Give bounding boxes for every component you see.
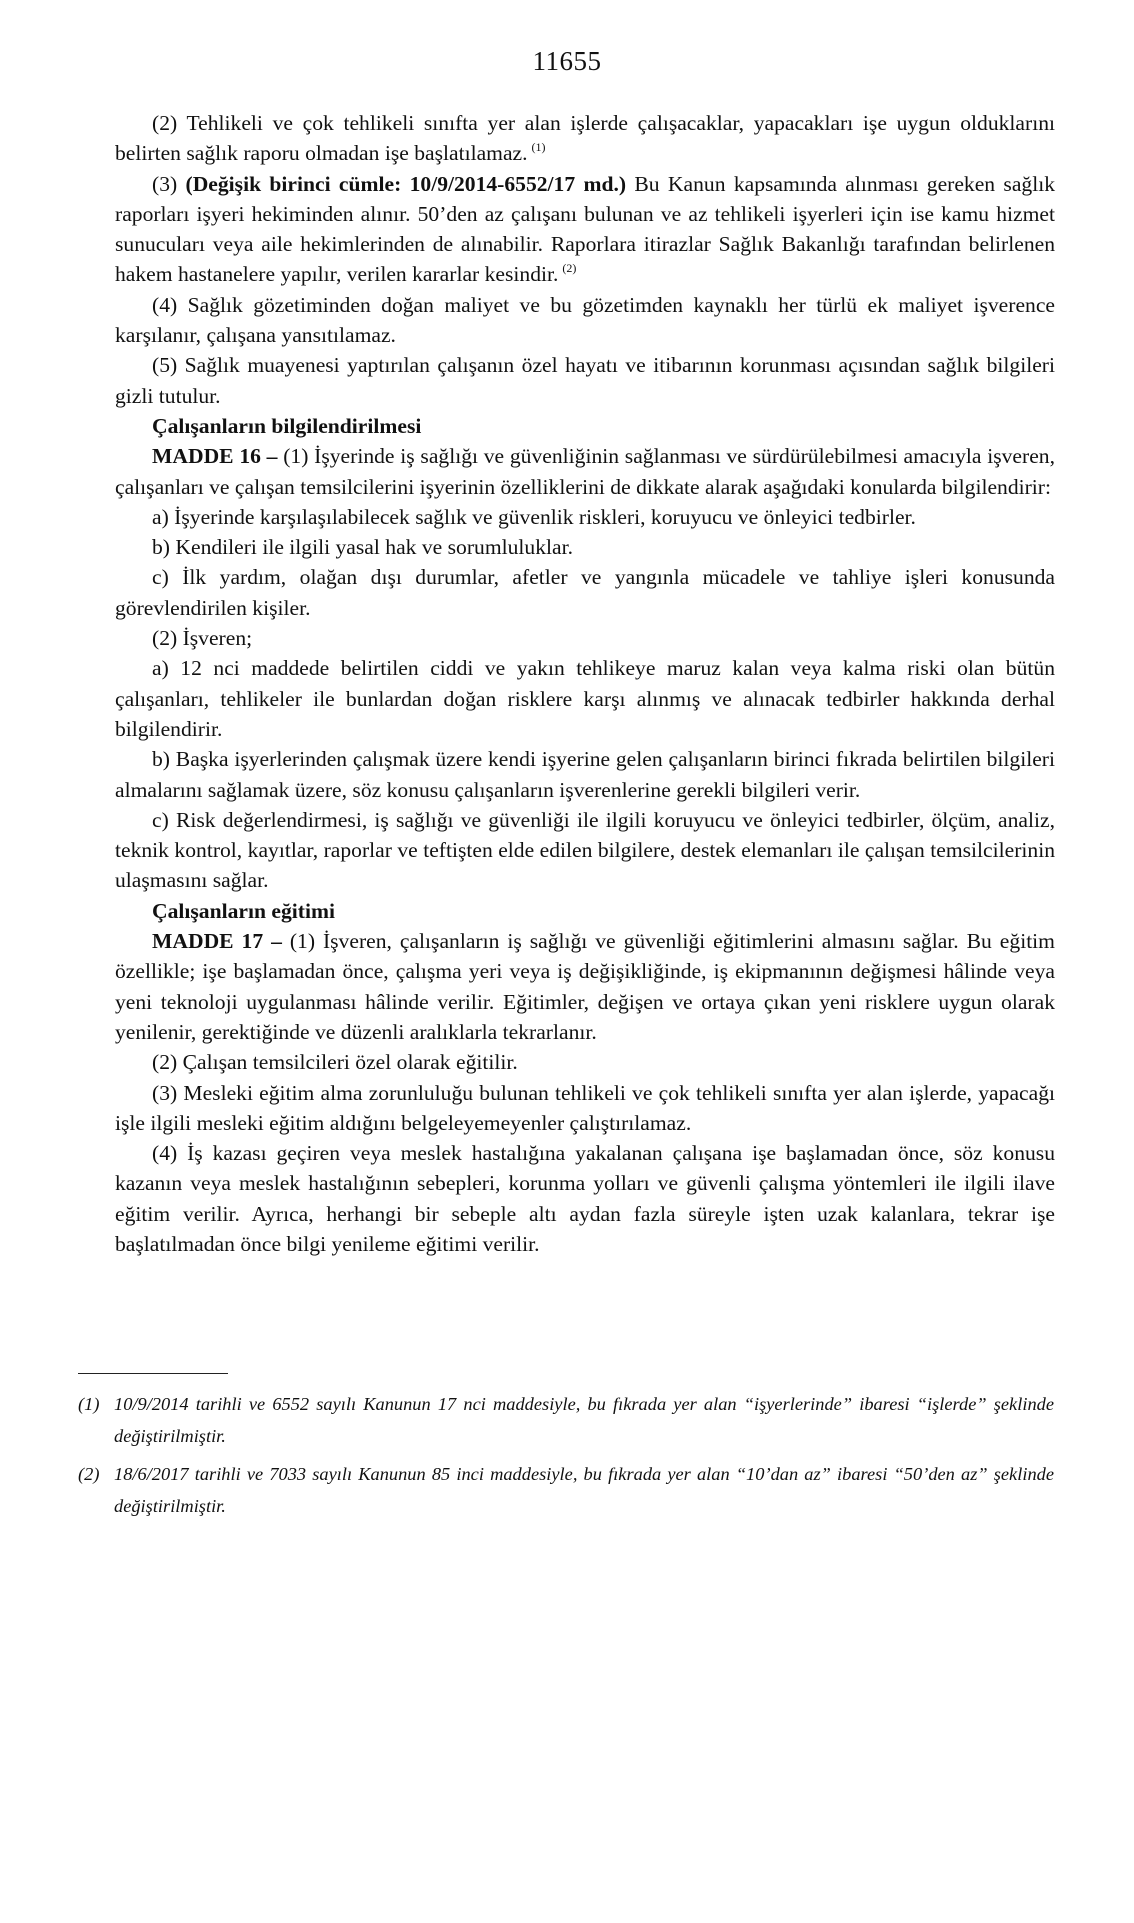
page-number: 11655 <box>532 46 602 76</box>
footnote-ref-2: (2) <box>562 261 577 276</box>
document-body <box>115 108 1055 1259</box>
paragraph-16-1-b: b) Kendileri ile ilgili yasal hak ve sorumluluklar. <box>152 535 573 560</box>
paragraph-16-1-a: a) İşyerinde karşılaşılabilecek sağlık ve güvenlik riskleri, koruyucu ve önleyici tedbirler. <box>152 504 916 529</box>
article-label-16: MADDE 16 – <box>152 444 278 469</box>
paragraph-16-2-b: b) Başka işyerlerinden çalışmak üzere kendi işyerine gelen çalışanların birinci fıkrada belirtilen bilgileri almalarını sağlamak üzere, söz konusu çalışanların işverenlerine gerekli bilgileri verir. <box>115 747 1055 802</box>
paragraph-17-4: (4) İş kazası geçiren veya meslek hastalığına yakalanan çalışana işe başlamadan önce, söz konusu kazanın veya meslek hastalığının sebepleri, korunma yolları ve güvenli çalışma yöntemleri ile ilgili ilave eğitim verilir. Ayrıca, herhangi bir sebeple altı aydan fazla süreyle işten uzak kalanlara, tekrar işe başlatılmadan önce bilgi yenileme eğitimi verilir. <box>115 1141 1055 1256</box>
paragraph-16-1: MADDE 16 – (1) İşyerinde iş sağlığı ve güvenliğinin sağlanması ve sürdürülebilmesi amacıyla işveren, çalışanları ve çalışan temsilcilerini işyerinin özelliklerini de dikkate alarak aşağıdaki konularda bilgilendirir: <box>115 444 1055 499</box>
paragraph-16-1-c: c) İlk yardım, olağan dışı durumlar, afetler ve yangınla mücadele ve tahliye işleri konusunda görevlendirilen kişiler. <box>115 565 1055 620</box>
paragraph-15-5: (5) Sağlık muayenesi yaptırılan çalışanın özel hayatı ve itibarının korunması açısından sağlık bilgileri gizli tutulur. <box>115 353 1055 408</box>
footnote-number: (2) <box>78 1464 100 1484</box>
footnote-text: 18/6/2017 tarihli ve 7033 sayılı Kanunun 85 inci maddesiyle, bu fıkrada yer alan “10’dan az” ibaresi “50’den az” şeklinde değiştirilmiştir. <box>114 1464 1054 1516</box>
paragraph-15-2: (2) Tehlikeli ve çok tehlikeli sınıfta yer alan işlerde çalışacaklar, yapacakları işe uygun olduklarını belirten sağlık raporu olmadan işe başlatılamaz. $^{(1)}$ <box>115 111 1055 166</box>
paragraph-17-3: (3) Mesleki eğitim alma zorunluluğu bulunan tehlikeli ve çok tehlikeli sınıfta yer alan işlerde, yapacağı işle ilgili mesleki eğitim aldığını belgeleyemeyenler çalıştırılamaz. <box>115 1080 1055 1135</box>
footnote-text: 10/9/2014 tarihli ve 6552 sayılı Kanunun 17 nci maddesiyle, bu fıkrada yer alan “işyerlerinde” ibaresi “işlerde” şeklinde değiştirilmiştir. <box>114 1394 1054 1446</box>
paragraph-17-1: MADDE 17 – (1) İşveren, çalışanların iş sağlığı ve güvenliği eğitimlerini almasını sağlar. Bu eğitim özellikle; işe başlamadan önce, çalışma yeri veya iş değişikliğinde, iş ekipmanının değişmesi hâlinde veya yeni teknoloji uygulanması hâlinde verilir. Eğitimler, değişen ve ortaya çıkan yeni risklere uygun olarak yenilenir, gerektiğinde ve düzenli aralıklarla tekrarlanır. <box>115 929 1055 1044</box>
paragraph-17-2: (2) Çalışan temsilcileri özel olarak eğitilir. <box>152 1050 518 1075</box>
footnotes <box>78 1388 1054 1528</box>
section-heading-17: Çalışanların eğitimi <box>152 898 335 923</box>
amendment-note: (Değişik birinci cümle: 10/9/2014-6552/17 md.) <box>185 171 627 196</box>
footnote-number: (1) <box>78 1394 100 1414</box>
section-heading-16: Çalışanların bilgilendirilmesi <box>152 413 422 438</box>
footnote-1 <box>78 1388 1054 1452</box>
footnote-2 <box>78 1458 1054 1522</box>
paragraph-16-2-c: c) Risk değerlendirmesi, iş sağlığı ve güvenliği ile ilgili koruyucu ve önleyici tedbirler, ölçüm, analiz, teknik kontrol, kayıtlar, raporlar ve teftişten elde edilen bilgilere, destek elemanları ile çalışan temsilcilerinin ulaşmasını sağlar. <box>115 807 1055 893</box>
article-label-17: MADDE 17 – <box>152 929 282 954</box>
paragraph-16-2-a: a) 12 nci maddede belirtilen ciddi ve yakın tehlikeye maruz kalan veya kalma riski olan bütün çalışanları, tehlikeler ile bunlardan doğan risklere karşı alınmış ve alınacak tedbirler hakkında derhal bilgilendirir. <box>115 656 1055 741</box>
paragraph-16-2: (2) İşveren; <box>152 626 253 651</box>
paragraph-15-4: (4) Sağlık gözetiminden doğan maliyet ve bu gözetimden kaynaklı her türlü ek maliyet işverence karşılanır, çalışana yansıtılamaz. <box>115 292 1055 348</box>
footnote-ref-1: (1) <box>531 140 546 155</box>
footnote-separator <box>78 1373 228 1374</box>
paragraph-15-3: (3) (Değişik birinci cümle: 10/9/2014-6552/17 md.) Bu Kanun kapsamında alınması gereken sağlık raporları işyeri hekiminden alınır. 50’den az çalışanı bulunan ve az tehlikeli işyerleri için ise kamu hizmet sunucuları veya aile hekimlerinden de alınabilir. Raporlara itirazlar Sağlık Bakanlığı tarafından belirlenen hakem hastanelere yapılır, verilen kararlar kesindir. $^{(2)}$ <box>115 171 1056 287</box>
